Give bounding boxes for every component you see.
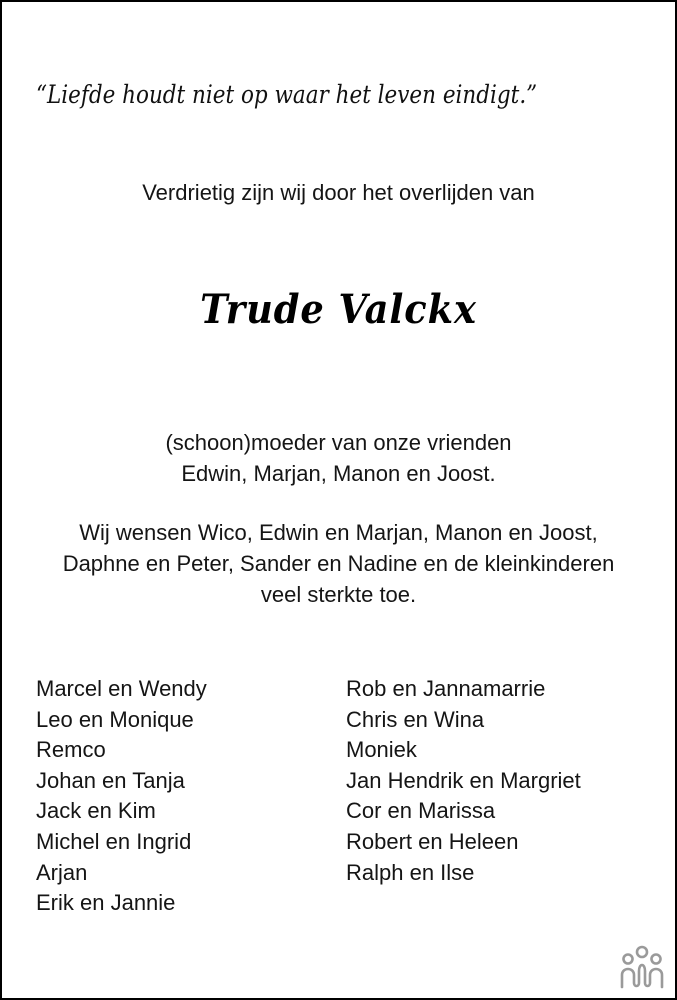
signatory: Erik en Jannie [36,890,176,916]
wishes-line: veel sterkte toe. [260,582,417,607]
wishes-line: Daphne en Peter, Sander en Nadine en de kleinkinderen [62,551,615,576]
relation-line: (schoon)moeder van onze vrienden [165,430,512,455]
signatory: Marcel en Wendy [36,676,207,701]
signatory: Rob en Jannamarrie [346,676,546,701]
signatory: Moniek [346,737,417,763]
signatory: Remco [36,737,106,763]
signatory: Robert en Heleen [346,828,519,854]
signatory: Leo en Monique [36,706,194,732]
signatory: Jan Hendrik en Margriet [346,767,581,793]
wishes-text [2,517,675,610]
signatory: Arjan [36,859,88,885]
intro-text: Verdrietig zijn wij door het overlijden van [142,180,535,205]
signatory: Ralph en Ilse [346,859,475,885]
wishes-line: Wij wensen Wico, Edwin en Marjan, Manon en Joost, [79,520,598,545]
signatory: Michel en Ingrid [36,828,192,854]
signatory: Jack en Kim [36,798,156,824]
quote: “Liefde houdt niet op waar het leven eindigt.” [36,80,538,109]
relation-text [2,427,675,489]
people-group-icon [619,945,665,989]
signatories-left [36,674,207,919]
signatories-right [346,674,581,888]
signatory: Johan en Tanja [36,767,185,793]
signatory: Chris en Wina [346,706,485,732]
signatory: Cor en Marissa [346,798,496,824]
deceased-name: Trude Valckx [200,286,477,333]
relation-line: Edwin, Marjan, Manon en Joost. [181,461,496,486]
